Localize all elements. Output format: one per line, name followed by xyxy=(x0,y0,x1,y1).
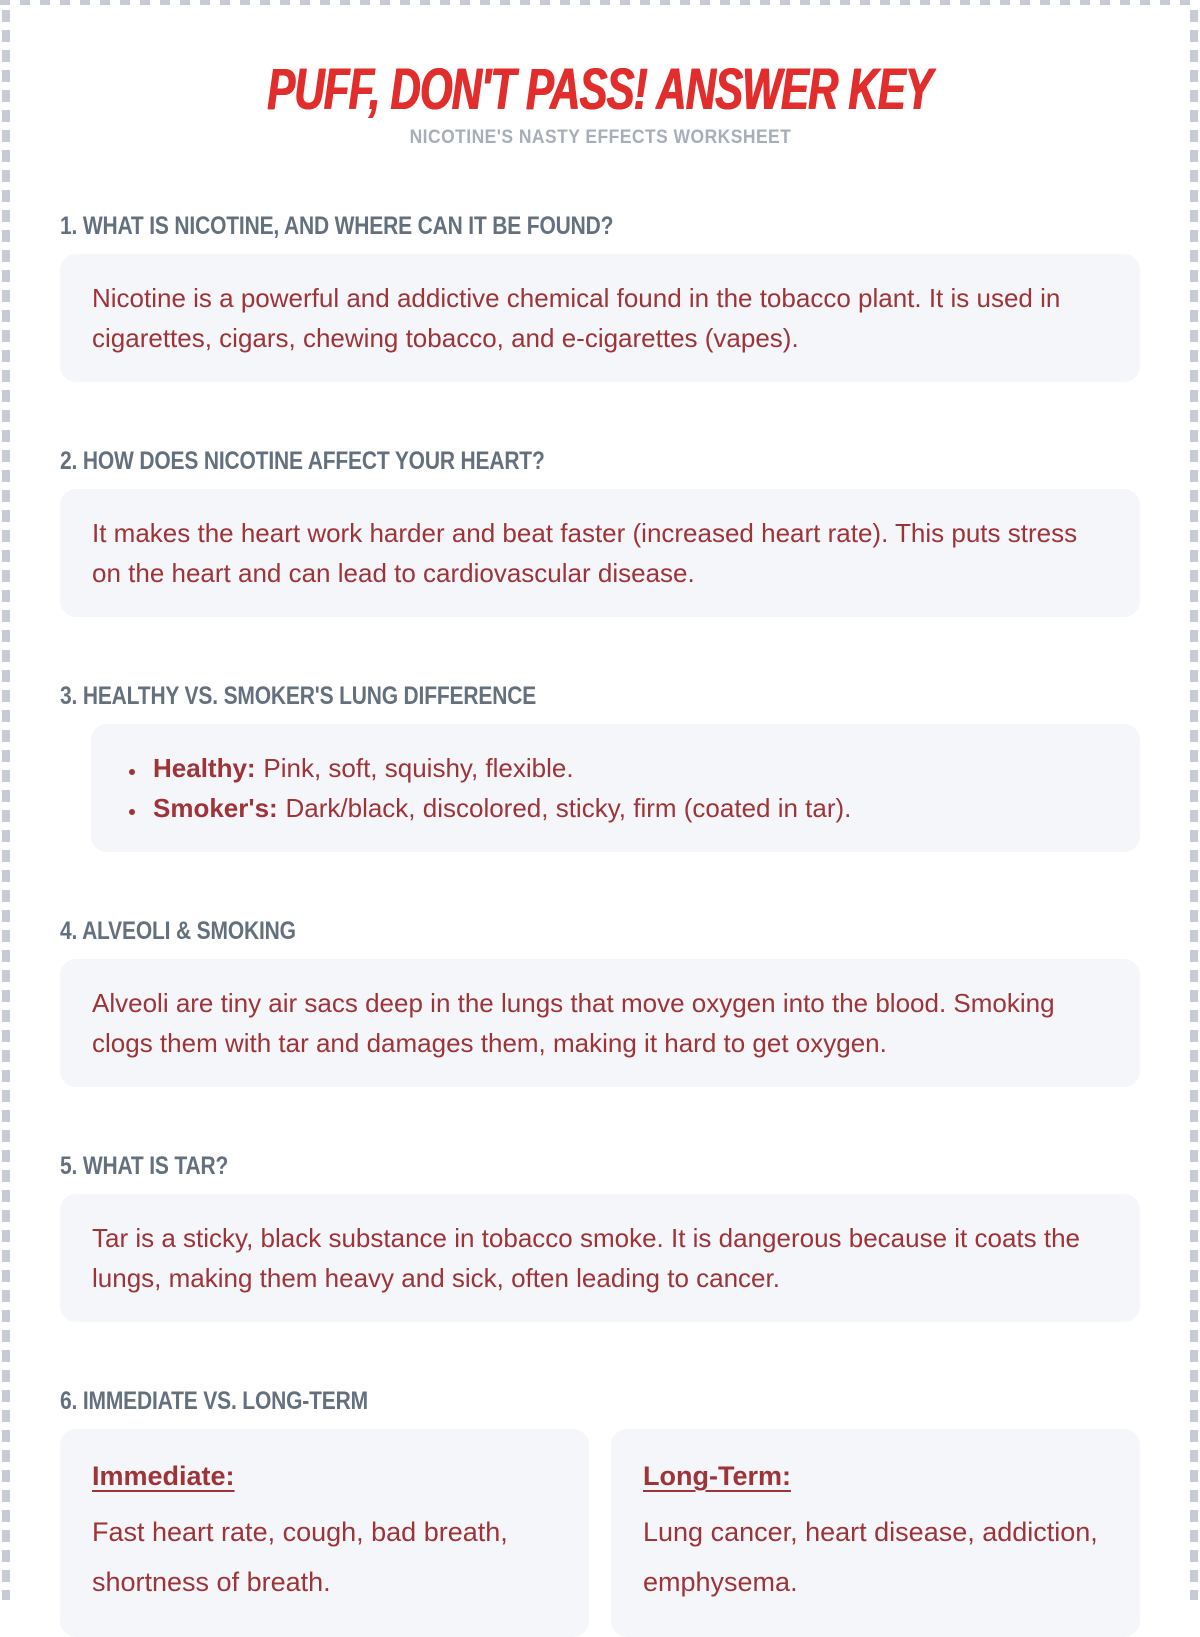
question-4-answer-text: Alveoli are tiny air sacs deep in the lungs that move oxygen into the blood. Smoking clogs them with tar and damages them, making it hard to get oxygen. xyxy=(92,988,1055,1059)
question-section-tar xyxy=(60,1153,1140,1322)
page-subtitle xyxy=(60,127,1140,149)
healthy-lung-text: Pink, soft, squishy, flexible. xyxy=(263,753,574,784)
question-section-alveoli xyxy=(60,918,1140,1087)
question-3-heading: 3. HEALTHY VS. SMOKER'S LUNG DIFFERENCE xyxy=(60,682,537,711)
healthy-lung-label: Healthy: xyxy=(153,753,256,784)
smokers-lung-list-item xyxy=(147,788,1112,828)
immediate-effects-box xyxy=(60,1429,589,1637)
lung-comparison-list xyxy=(119,748,1112,828)
effects-comparison-columns xyxy=(60,1429,1140,1637)
question-6-heading: 6. IMMEDIATE VS. LONG-TERM xyxy=(60,1387,368,1416)
question-section-heart-effects xyxy=(60,448,1140,617)
question-1-heading: 1. WHAT IS NICOTINE, AND WHERE CAN IT BE FOUND? xyxy=(60,212,614,241)
question-1-answer-text: Nicotine is a powerful and addictive chemical found in the tobacco plant. It is used in cigarettes, cigars, chewing tobacco, and e-cigarettes (vapes). xyxy=(92,283,1061,354)
question-4-answer-box xyxy=(60,959,1140,1087)
smokers-lung-label: Smoker's: xyxy=(153,793,278,824)
question-1-answer-box xyxy=(60,254,1140,382)
question-section-lung-difference xyxy=(60,683,1140,852)
question-3-answer-box xyxy=(91,724,1140,852)
question-section-nicotine-definition xyxy=(60,213,1140,382)
longterm-effects-label: Long-Term: xyxy=(643,1461,791,1492)
page-title xyxy=(60,57,1140,122)
question-2-heading: 2. HOW DOES NICOTINE AFFECT YOUR HEART? xyxy=(60,447,545,476)
smokers-lung-text: Dark/black, discolored, sticky, firm (coated in tar). xyxy=(285,793,852,824)
longterm-effects-box xyxy=(611,1429,1140,1637)
question-5-heading: 5. WHAT IS TAR? xyxy=(60,1152,229,1181)
immediate-effects-text: Fast heart rate, cough, bad breath, shortness of breath. xyxy=(92,1517,508,1598)
longterm-effects-text: Lung cancer, heart disease, addiction, emphysema. xyxy=(643,1517,1098,1598)
question-5-answer-text: Tar is a sticky, black substance in tobacco smoke. It is dangerous because it coats the lungs, making them heavy and sick, often leading to cancer. xyxy=(92,1223,1081,1294)
question-5-answer-box xyxy=(60,1194,1140,1322)
question-2-answer-text: It makes the heart work harder and beat faster (increased heart rate). This puts stress on the heart and can lead to cardiovascular disease. xyxy=(92,518,1078,589)
question-4-heading: 4. ALVEOLI & SMOKING xyxy=(60,917,296,946)
immediate-effects-label: Immediate: xyxy=(92,1461,235,1492)
page-subtitle-text: NICOTINE'S NASTY EFFECTS WORKSHEET xyxy=(409,127,791,149)
healthy-lung-list-item xyxy=(147,748,1112,788)
question-2-answer-box xyxy=(60,489,1140,617)
page-header xyxy=(60,57,1140,149)
page-title-text: PUFF, DON'T PASS! ANSWER KEY xyxy=(267,57,933,122)
